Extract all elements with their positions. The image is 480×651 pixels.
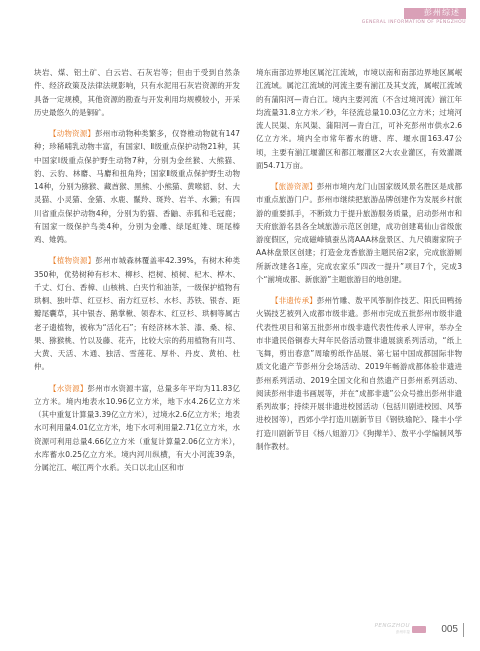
paragraph: 境东南部边界地区属沱江流域，市境以南和南部边界地区属岷江流域。属沱江流域的河流主要有湔江及其支流，属岷江流域的有蒲阳河—青白江。境内主要河流（不含过境河流）湔江年均流量31.8立方米／秒，年径流总量10.03亿立方米；过境河流人民渠、东风渠、蒲阳河—青白江，可补充彭州市供水2.6亿立方米。境内全市常年蓄水的塘、库、堰水面163.47公顷，主要有湔江堰灌区和都江堰灌区2大农业灌区，有效灌溉面54.71万亩。 (256, 68, 462, 170)
magazine-name: PENGZHOU (374, 623, 410, 629)
right-column (256, 66, 462, 453)
heading-tag: 【植物资源】 (49, 256, 96, 266)
heading-tag: 【动物资源】 (49, 129, 96, 138)
section-subtitle: GENERAL INFORMATION OF PENGZHOU (361, 20, 466, 25)
paragraph-animal: 【动物资源】彭州市动物种类繁多，仅脊椎动物就有147种；珍稀哺乳动物丰富，有国家Ⅰ、Ⅱ级重点保护动物21种，其中国家Ⅰ级重点保护野生动物7种，分别为金丝猴、大熊猫、豹、云豹、林麝、马麝和扭角羚；国家Ⅱ级重点保护野生动物14种，分别为猕猴、藏酋猴、黑熊、小熊猫、黄喉貂、豺、大灵猫、小灵猫、金猫、水鹿、鬣羚、斑羚、岩羊、水獭；有四川省重点保护动物4种，分别为豹猫、香鼬、赤狐和毛冠鹿；有国家一级保护鸟类4种，分别为金雕、绿尾虹雉、斑尾榛鸡、雉鹑。 (34, 129, 240, 244)
section-title: 彭州综述 (424, 8, 460, 17)
paragraph-water: 【水资源】彭州市水资源丰富，总量多年平均为11.83亿立方米。境内地表水10.96亿立方米，地下水4.26亿立方米（其中重复计算量3.39亿立方米），过境水2.6亿立方米；地表水可利用量4.01亿立方米，地下水可利用量2.71亿立方米，水资源可利用总量4.66亿立方米（重复计算量2.06亿立方米），水库蓄水0.25亿立方米。境内河川纵横，有大小河流39条，分属沱江、岷江两个水系。关口以北山区和市 (34, 383, 240, 472)
left-column (34, 66, 240, 474)
paragraph: 块岩、煤、铝土矿、白云岩、石灰岩等；但由于受到自然条件、经济政策及法律法规影响，只有水泥用石灰岩资源的开发具备一定规模，其他资源的勘查与开发利用均规模较小，开采历史最悠久的是铜矿。 (34, 68, 240, 117)
paragraph-heritage: 【非遗传承】彭州竹雕、敖平风筝制作技艺、阳氏田鸭扬火锅技艺被列入成都市级非遗。彭州市完成五批彭州市级非遗代表性项目和第五批彭州市级非遗代表性传承人评审，举办全市非遗民俗铜春大拜年民俗活动暨非遗展演系列活动，“纸上飞舞，剪出春意”周瑜剪纸作品展、第七届中国成都国际非物质文化遗产节彭州分会场活动、2019年畅游成都体验非遗进彭州系列活动、2019全国文化和自然遗产日彭州系列活动、阅读彭州非遗书画展等，并在“成都非遗”公众号推出彭州非遗系列故事；持续开展非遗进校园活动（包括川剧进校园、风筝进校园等），西郊小学打造川剧新节目《钢铁瑜陀》、隆丰小学打造川剧新节目《杨八姐游刀》《狗撵羊》、敖平小学编制风筝制作教材。 (256, 296, 462, 451)
page-number: 005 (441, 624, 458, 635)
footer-accent (412, 626, 426, 633)
paragraph-plant: 【植物资源】彭州市城森林覆盖率42.39%，有树木种类350种，优势树种有杉木、柳杉、桤树、桢树、杞木、桦木、千丈、灯台、香樟、山核桃、白夹竹和油茶，一级保护植物有珙桐、独叶草、红豆杉、南方红豆杉、水杉、苏铁、银杏、距瓣尾囊草，其中银杏、鹅掌楸、领春木、红豆杉、珙桐等属古老子遗植物，被称为“活化石”；有经济林木茶、漆、桑、棕、果、猕猴桃、竹以及藤、花卉，比较大宗的药用植物有川芎、大黄、天活、木通、独活、雪莲花、厚朴、丹皮、黄柏、杜仲。 (34, 256, 240, 372)
heading-tag: 【水资源】 (49, 383, 88, 393)
heading-tag: 【非遗传承】 (271, 296, 317, 305)
page-footer (356, 623, 466, 637)
heading-tag: 【旅游资源】 (271, 182, 317, 191)
paragraph-tourism: 【旅游资源】彭州市境内龙门山国家级风景名胜区是成都市重点旅游门户。彭州市继续把旅游品牌创建作为发展乡村旅游的重要抓手，不断致力于提升旅游服务质量，启动彭州市和天府旅游名县各全域旅游示范区创建，成功创建葛仙山省级旅游度假区，完成磁峰镇蚕丛湾AAA林盘景区、九尺镇谢家院子AA林盘景区创建；打造金龙香旅游主题民宿2家，完成旅游厕所新改建各1座，完成农家乐“四改一提升”项目7个，完成3个“湔境成都、新旅游”主题旅游目的地创建。 (256, 182, 462, 284)
magazine-subtitle: 彭州年鉴 (396, 630, 410, 634)
footer-rule (463, 623, 464, 637)
page-header (246, 6, 466, 32)
